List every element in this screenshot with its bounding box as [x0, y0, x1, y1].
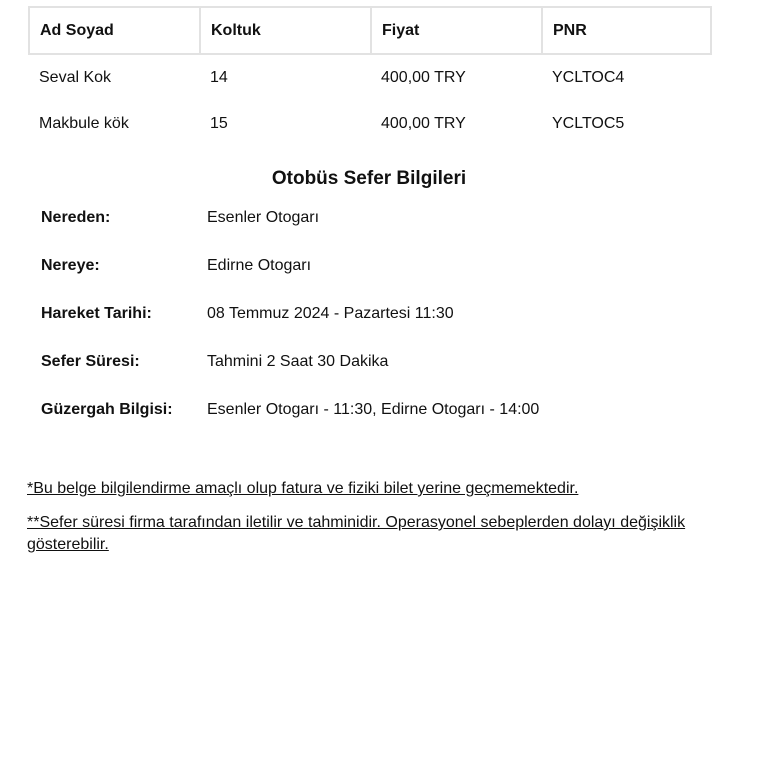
to-label: Nereye: [41, 257, 100, 274]
table-row [29, 54, 711, 101]
route-value: Esenler Otogarı - 11:30, Edirne Otogarı - 14:00 [207, 401, 540, 418]
departure-label: Hareket Tarihi: [41, 305, 152, 322]
route-label: Güzergah Bilgisi: [41, 401, 173, 418]
disclaimer-notes [27, 478, 697, 568]
disclaimer-note-invoice: *Bu belge bilgilendirme amaçlı olup fatura ve fiziki bilet yerine geçmemektedir. [27, 480, 579, 497]
trip-info [41, 206, 561, 422]
passenger-pnr: YCLTOC4 [552, 69, 625, 86]
column-header-pnr: PNR [542, 7, 711, 54]
passenger-seat: 14 [210, 69, 228, 86]
trip-section-title: Otobüs Sefer Bilgileri [271, 168, 467, 189]
from-value: Esenler Otogarı [207, 209, 320, 226]
passenger-table [28, 6, 712, 147]
info-row-duration [41, 350, 561, 374]
passenger-seat: 15 [210, 115, 228, 132]
column-header-seat: Koltuk [200, 7, 371, 54]
info-row-from [41, 206, 561, 230]
table-row [29, 101, 711, 147]
duration-label: Sefer Süresi: [41, 353, 140, 370]
table-header-row [29, 7, 711, 54]
passenger-name: Seval Kok [39, 69, 112, 86]
info-row-departure [41, 302, 561, 326]
info-row-to [41, 254, 561, 278]
disclaimer-note-duration: **Sefer süresi firma tarafından iletilir ve tahminidir. Operasyonel sebeplerden dolayı değişiklik gösterebilir. [27, 514, 686, 553]
info-row-route [41, 398, 561, 422]
to-value: Edirne Otogarı [207, 257, 312, 274]
passenger-pnr: YCLTOC5 [552, 115, 625, 132]
from-label: Nereden: [41, 209, 111, 226]
column-header-name: Ad Soyad [29, 7, 200, 54]
passenger-name: Makbule kök [39, 115, 129, 132]
passenger-price: 400,00 TRY [381, 115, 466, 132]
departure-value: 08 Temmuz 2024 - Pazartesi 11:30 [207, 305, 454, 322]
passenger-price: 400,00 TRY [381, 69, 466, 86]
column-header-price: Fiyat [371, 7, 542, 54]
duration-value: Tahmini 2 Saat 30 Dakika [207, 353, 389, 370]
